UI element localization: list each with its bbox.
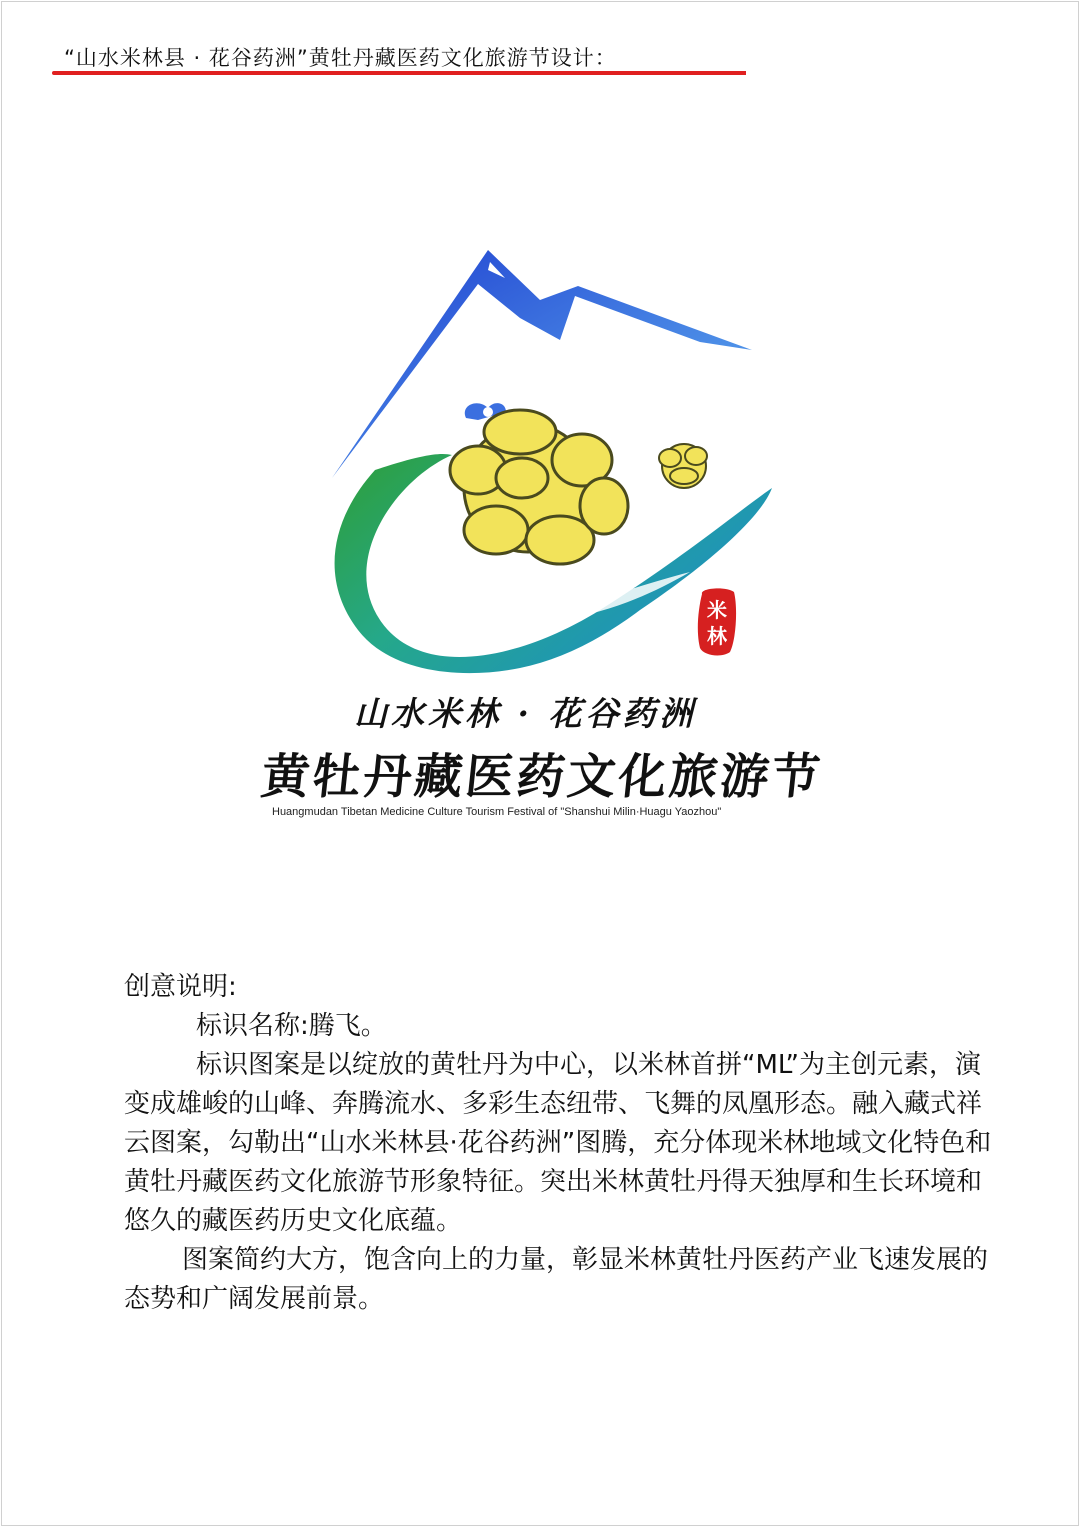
peony-flower-icon (450, 410, 628, 564)
description-section (124, 968, 994, 1319)
seal-char: 林 (707, 624, 727, 648)
milin-seal-stamp (698, 588, 736, 655)
logo-subtitle-en: Huangmudan Tibetan Medicine Culture Tourism Festival of "Shanshui Milin·Huagu Yaozhou" (272, 806, 722, 818)
festival-logo (0, 0, 1080, 700)
description-paragraph-1: 标识图案是以绽放的黄牡丹为中心，以米林首拼“ML”为主创元素，演变成雄峻的山峰、奔腾流水、多彩生态纽带、飞舞的凤凰形态。融入藏式祥云图案，勾勒出“山水米林县·花谷药洲”图腾，充分体现米林地域文化特色和黄牡丹藏医药文化旅游节形象特征。突出米林黄牡丹得天独厚和生长环境和悠久的藏医药历史文化底蕴。 (124, 1050, 992, 1236)
logo-name-line: 标识名称:腾飞。 (196, 1011, 387, 1041)
header-title: “山水米林县 · 花谷药洲”黄牡丹藏医药文化旅游节设计： (64, 46, 617, 70)
description-heading: 创意说明: (124, 972, 237, 1002)
logo-slogan: 山水米林 · 花谷药洲 (354, 694, 697, 733)
description-paragraph-2: 图案简约大方，饱含向上的力量，彰显米林黄牡丹医药产业飞速发展的态势和广阔发展前景。 (124, 1245, 989, 1314)
logo-title: 黄牡丹藏医药文化旅游节 (258, 749, 826, 805)
small-peony-icon (659, 444, 707, 488)
seal-char: 米 (707, 598, 727, 622)
